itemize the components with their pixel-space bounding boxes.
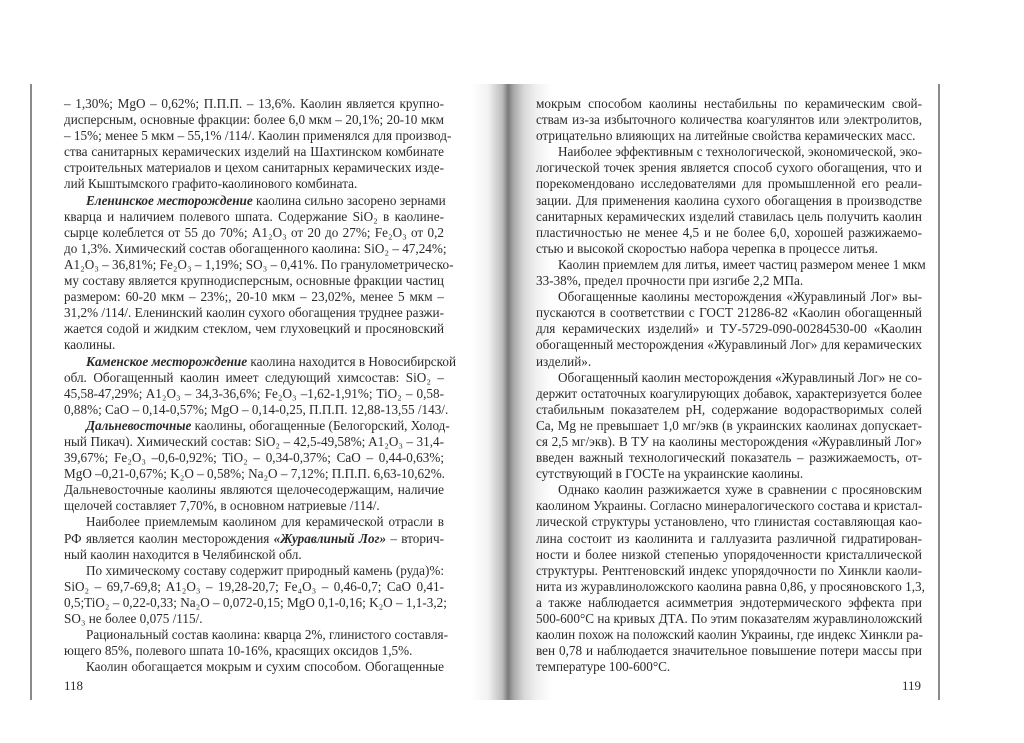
line-text: обл. Обогащенный каолин имеет следующий химсостав: SiO₂ – bbox=[64, 369, 444, 385]
text-line bbox=[64, 643, 444, 659]
line-text: введен важный технологический показатель – разжижаемость, от- bbox=[536, 450, 922, 466]
line-text: размером: 60-20 мкм – 23%;, 20-10 мкм – 23,02%, менее 5 мкм – bbox=[64, 289, 444, 305]
text-line bbox=[64, 482, 444, 498]
line-text: ющего 85%, полевого шпата 10-16%, красящих оксидов 1,5%. bbox=[64, 643, 413, 659]
line-text: каолина находится в Новосибирской bbox=[247, 353, 457, 369]
line-text: 0,5;TiO₂ – 0,22-0,33; Na₂O – 0,072-0,15; MgO 0,1-0,16; K₂O – 1,1-3,2; bbox=[64, 594, 447, 610]
line-text: Каолин обогащается мокрым и сухим способом. Обогащенные bbox=[86, 659, 444, 675]
line-text: РФ является каолин месторождения bbox=[64, 530, 274, 546]
text-line bbox=[536, 160, 922, 176]
line-text: нита из журавлиноложского каолина равна 0,86, у просяновского 1,3, bbox=[536, 578, 925, 594]
text-line bbox=[536, 434, 922, 450]
text-line bbox=[64, 209, 444, 225]
line-text: пластичностью не менее 4,5 и не более 6,0, хорошей разжижаемо- bbox=[536, 224, 922, 240]
line-text: 39,67%; Fe₂O₃ –0,6-0,92%; TiO₂ – 0,34-0,37%; CaO – 0,44-0,63%; bbox=[64, 450, 444, 466]
line-text: Обогащенные каолины месторождения «Журавлиный Лог» вы- bbox=[558, 289, 922, 305]
text-line bbox=[64, 498, 444, 514]
line-text: щелочей составляет 7,70%, в основном натриевые /114/. bbox=[64, 498, 380, 514]
text-line bbox=[64, 563, 444, 579]
text-line bbox=[64, 417, 450, 434]
text-line bbox=[536, 256, 926, 273]
text-line bbox=[64, 256, 454, 273]
line-text: изделий». bbox=[536, 353, 592, 369]
line-text: A1₂O₃ – 36,81%; Fe₂O₃ – 1,19%; SO₃ – 0,41%. По гранулометрическо- bbox=[64, 256, 454, 272]
text-line bbox=[536, 144, 922, 160]
text-line bbox=[536, 225, 922, 241]
text-line bbox=[64, 611, 444, 627]
line-text: Наиболее эффективным с технологической, экономической, эко- bbox=[558, 144, 922, 160]
right-page-number: 119 bbox=[902, 678, 922, 693]
line-text: каолином Украины. Согласно минералогического состава и кристал- bbox=[536, 498, 923, 514]
text-line bbox=[64, 514, 444, 530]
text-line bbox=[536, 289, 922, 305]
text-line bbox=[536, 563, 922, 579]
line-text: Рациональный состав каолина: кварца 2%, глинистого составля- bbox=[86, 627, 448, 643]
text-line bbox=[64, 594, 447, 611]
line-text: MgO –0,21-0,67%; K₂O – 0,58%; Na₂O – 7,12%; П.П.П. 6,63-10,62%. bbox=[64, 466, 445, 482]
line-text: каолина сильно засорено зернами bbox=[252, 192, 446, 208]
text-line bbox=[536, 643, 922, 659]
text-line bbox=[64, 176, 444, 192]
text-line bbox=[64, 128, 452, 144]
line-text: По химическому составу содержит природный камень (руда)%: bbox=[86, 562, 444, 578]
line-text: сутствующий в ГОСТе на украинские каолины. bbox=[536, 466, 804, 482]
left-page-text bbox=[64, 96, 457, 675]
text-line bbox=[536, 547, 922, 563]
line-text: 33-38%, предел прочности при изгибе 2,2 МПа. bbox=[536, 273, 804, 289]
line-text: 45,58-47,29%; A1₂O₃ – 34,3-36,6%; Fe₂O₃ –1,62-1,91%; TiO₂ – 0,58- bbox=[64, 385, 444, 401]
text-line bbox=[64, 547, 444, 563]
line-text: 0,88%; CaO – 0,14-0,57%; MgO – 0,14-0,25, П.П.П. 12,88-13,55 /143/. bbox=[64, 401, 449, 417]
line-text: зации. Для применения каолина сухого обогащения в производстве bbox=[536, 192, 922, 208]
line-text: сырце колеблется от 55 до 70%; A1₂O₃ от 20 до 27%; Fe₂O₃ от 0,2 bbox=[64, 224, 444, 240]
line-text: 31,2% /114/. Еленинский каолин сухого обогащения труднее разжи- bbox=[64, 305, 444, 321]
emphasized-term: «Журавлиный Лог» bbox=[273, 530, 387, 546]
text-line bbox=[64, 112, 444, 128]
text-line bbox=[536, 450, 922, 466]
text-line bbox=[536, 514, 922, 530]
line-text: ся 2,5 мг/экв). В ТУ на каолины месторождения «Журавлиный Лог» bbox=[536, 433, 922, 449]
text-line bbox=[536, 595, 922, 611]
line-text: Каолин приемлем для литья, имеет частиц размером менее 1 мкм bbox=[558, 256, 926, 272]
line-text: кварца и наличием полевого шпата. Содержание SiO₂ в каолине- bbox=[64, 208, 444, 224]
line-text: SiO₂ – 69,7-69,8; A1₂O₃ – 19,28-20,7; Fe₄O₃ – 0,46-0,7; CaO 0,41- bbox=[64, 578, 444, 594]
text-line bbox=[64, 531, 444, 547]
text-line bbox=[536, 112, 922, 128]
line-text: структуры. Рентгеновский индекс упорядочности по Хинкли каоли- bbox=[536, 562, 922, 578]
text-line bbox=[64, 273, 444, 289]
text-line bbox=[536, 209, 922, 225]
line-text: – 15%; менее 5 мкм – 55,1% /114/. Каолин применялся для производ- bbox=[64, 128, 452, 144]
line-text: SO₃ не более 0,075 /115/. bbox=[64, 611, 203, 626]
text-line bbox=[536, 578, 925, 595]
line-text: жается содой и жидким стеклом, чем глуховецкий и просяновский bbox=[64, 321, 444, 337]
text-line bbox=[536, 418, 922, 434]
text-line bbox=[536, 466, 922, 482]
text-line bbox=[64, 240, 447, 257]
text-line bbox=[536, 241, 922, 257]
text-line bbox=[64, 386, 444, 402]
line-text: ности и более низкой степенью упорядоченности кристаллической bbox=[536, 546, 922, 562]
line-text: мокрым способом каолины нестабильны по керамическим свой- bbox=[536, 96, 922, 111]
line-text: температуре 100-600°С. bbox=[536, 659, 671, 675]
line-text: Наиболее приемлемым каолином для керамической отрасли в bbox=[86, 514, 444, 530]
line-text: Обогащенный каолин месторождения «Журавлиный Лог» не со- bbox=[558, 369, 922, 385]
line-text: стабильным показателем pH, содержание водорастворимых солей bbox=[536, 401, 922, 417]
line-text: ствам из-за избыточного количества коагулянтов или электролитов, bbox=[536, 112, 922, 128]
text-line bbox=[64, 659, 444, 675]
line-text: порекомендовано исследователями для промышленной его реали- bbox=[536, 176, 922, 192]
line-text: для керамических изделий» и ТУ-5729-090-00284530-00 «Каолин bbox=[536, 321, 922, 337]
line-text: каолины. bbox=[64, 337, 116, 353]
line-text: каолин похож на положский каолин Украины, где индекс Хинкли ра- bbox=[536, 627, 924, 643]
line-text: обогащенный месторождения «Журавлиный Лог» для керамических bbox=[536, 337, 922, 353]
text-line bbox=[536, 402, 922, 418]
text-line bbox=[536, 482, 922, 498]
line-text: вен 0,78 и наблюдается значительное повышение потери массы при bbox=[536, 643, 922, 659]
text-line bbox=[64, 305, 444, 321]
line-text: Са, Mg не превышает 1,0 мг/экв (в украинских каолинах допускает- bbox=[536, 417, 922, 433]
text-line bbox=[64, 466, 444, 482]
text-line bbox=[536, 370, 922, 386]
right-page-text bbox=[536, 96, 926, 675]
emphasized-term: Еленинское месторождение bbox=[86, 192, 253, 208]
line-text: логической точек зрения является способ сухого обогащения, что и bbox=[536, 160, 922, 176]
text-line bbox=[64, 337, 444, 353]
text-line bbox=[536, 659, 922, 675]
text-line bbox=[536, 627, 922, 643]
line-text: лина состоит из каолинита и галлуазита различной гидратирован- bbox=[536, 530, 922, 546]
text-line bbox=[536, 193, 922, 209]
emphasized-term: Дальневосточные bbox=[86, 417, 192, 433]
text-line bbox=[536, 273, 922, 289]
line-text: – 1,30%; MgO – 0,62%; П.П.П. – 13,6%. Каолин является крупно- bbox=[64, 96, 444, 111]
text-line bbox=[64, 96, 444, 112]
line-text: санитарных керамических изделий ставилась цель получить каолин bbox=[536, 208, 922, 224]
line-text: му составу является крупнодисперсным, основные фракции частиц bbox=[64, 273, 444, 289]
text-line bbox=[64, 353, 457, 370]
book-spread bbox=[30, 84, 940, 700]
line-text: держит остаточных коагулирующих добавок, характеризуется более bbox=[536, 385, 922, 401]
line-text: ный Пикач). Химический состав: SiO₂ – 42,5-49,58%; A1₂O₃ – 31,4- bbox=[64, 433, 444, 449]
text-line bbox=[536, 531, 922, 547]
text-line bbox=[64, 401, 449, 418]
text-line bbox=[64, 450, 444, 466]
text-line bbox=[64, 289, 444, 305]
text-line bbox=[64, 160, 444, 176]
line-text: Дальневосточные каолины являются щелочесодержащим, наличие bbox=[64, 482, 444, 498]
line-text: отрицательно влияющих на литейные свойства керамических масс. bbox=[536, 128, 916, 144]
line-text: а также наблюдается асимметрия эндотермического эффекта при bbox=[536, 594, 922, 610]
text-line bbox=[64, 370, 444, 386]
line-text: лической структуры установлено, что глинистая составляющая као- bbox=[536, 514, 922, 530]
text-line bbox=[536, 305, 922, 321]
line-text: до 1,3%. Химический состав обогащенного каолина: SiO₂ – 47,24%; bbox=[64, 240, 447, 256]
left-page-number: 118 bbox=[64, 678, 84, 693]
text-line bbox=[536, 128, 922, 144]
line-text: ный каолин находится в Челябинской обл. bbox=[64, 546, 302, 562]
text-line bbox=[536, 386, 922, 402]
line-text: 500-600°С на кривых ДТА. По этим показателям журавлиноложский bbox=[536, 611, 923, 626]
text-line bbox=[536, 354, 922, 370]
line-text: дисперсным, основные фракции: более 6,0 мкм – 20,1%; 20-10 мкм bbox=[64, 112, 444, 128]
text-line bbox=[64, 321, 444, 337]
line-text: Однако каолин разжижается хуже в сравнении с просяновским bbox=[558, 482, 922, 498]
text-line bbox=[64, 193, 444, 209]
line-text: пускаются в соответствии с ГОСТ 21286-82 «Каолин обогащенный bbox=[536, 305, 922, 321]
text-line bbox=[536, 337, 922, 353]
line-text: ства санитарных керамических изделий на Шахтинском комбинате bbox=[64, 144, 444, 160]
text-line bbox=[64, 144, 444, 160]
line-text: строительных материалов и цехом санитарных керамических изде- bbox=[64, 160, 444, 176]
line-text: – вторич- bbox=[386, 530, 444, 546]
text-line bbox=[64, 627, 448, 643]
emphasized-term: Каменское месторождение bbox=[86, 353, 248, 369]
line-text: стью и высокой скоростью набора черепка в процессе литья. bbox=[536, 240, 878, 256]
text-line bbox=[64, 434, 444, 450]
text-line bbox=[536, 176, 922, 192]
text-line bbox=[536, 321, 922, 337]
text-line bbox=[536, 96, 922, 112]
line-text: каолины, обогащенные (Белогорский, Холод- bbox=[191, 417, 450, 433]
text-line bbox=[64, 579, 444, 595]
text-line bbox=[536, 498, 922, 514]
line-text: лий Кыштымского графито-каолинового комбината. bbox=[64, 176, 358, 192]
text-line bbox=[536, 611, 922, 627]
text-line bbox=[64, 225, 444, 241]
